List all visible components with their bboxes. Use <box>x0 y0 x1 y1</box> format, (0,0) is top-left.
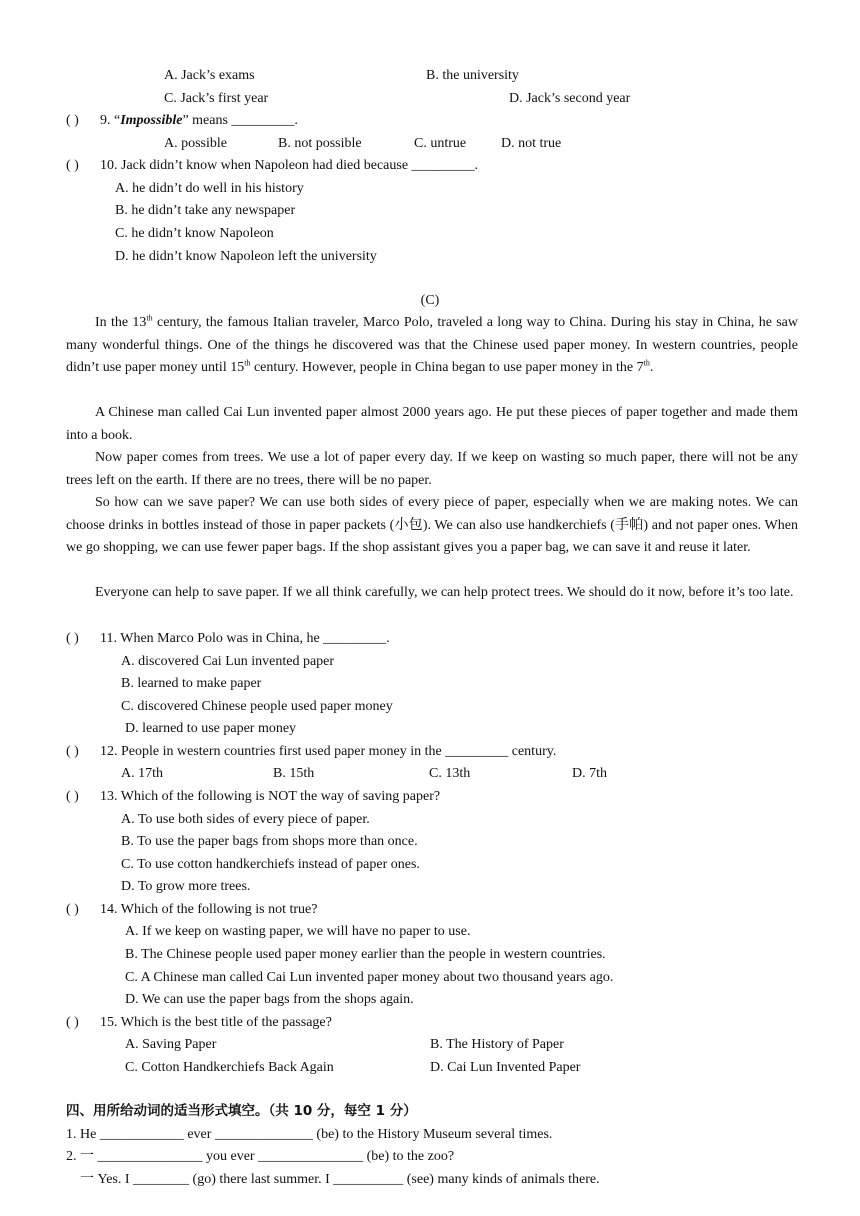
q9-suffix: ” means _________. <box>182 113 298 128</box>
q9-option-b: B. not possible <box>278 136 362 151</box>
q10-text: 10. Jack didn’t know when Napoleon had died because _________. <box>100 158 479 173</box>
q15-option-c: C. Cotton Handkerchiefs Back Again <box>125 1060 334 1075</box>
q9-prefix: 9. “ <box>100 113 121 128</box>
section-c-label: (C) <box>420 293 440 308</box>
q12-option-a: A. 17th <box>121 766 163 781</box>
passage-paragraph-3: Now paper comes from trees. We use a lot of paper every day. If we keep on wasting so much paper, there will not be any trees left on the earth. If there are no trees, there will be no paper. <box>66 450 798 488</box>
q8-option-c: C. Jack’s first year <box>164 91 269 106</box>
q14-option-b: B. The Chinese people used paper money earlier than the people in western countries. <box>125 947 606 962</box>
q14-option-c: C. A Chinese man called Cai Lun invented paper money about two thousand years ago. <box>125 970 614 985</box>
q11-option-c: C. discovered Chinese people used paper money <box>121 699 393 714</box>
q12-text: 12. People in western countries first used paper money in the _________ century. <box>100 744 557 759</box>
q13-option-d: D. To grow more trees. <box>121 879 251 894</box>
section-4-item-2: 2. 一 _______________ you ever _______________ (be) to the zoo? <box>66 1149 455 1164</box>
section-4-heading: 四、用所给动词的适当形式填空。（共 10 分，每空 1 分） <box>66 1103 417 1119</box>
q11-text: 11. When Marco Polo was in China, he _________. <box>100 631 390 646</box>
q10-option-d: D. he didn’t know Napoleon left the university <box>115 249 377 264</box>
answer-blank[interactable]: ( ) <box>66 631 79 646</box>
q12-option-d: D. 7th <box>572 766 607 781</box>
q12-option-b: B. 15th <box>273 766 315 781</box>
q8-option-a: A. Jack’s exams <box>164 68 255 83</box>
q10-option-a: A. he didn’t do well in his history <box>115 181 304 196</box>
answer-blank[interactable]: ( ) <box>66 158 79 173</box>
q13-question <box>66 788 440 806</box>
q14-option-a: A. If we keep on wasting paper, we will have no paper to use. <box>125 924 471 939</box>
passage-paragraph-4: So how can we save paper? We can use both sides of every piece of paper, especially when we are making notes. We can choose drinks in bottles instead of those in paper packets (小包). We can also use handkerchiefs (手帕) and not paper ones. When we go shopping, we can use fewer paper bags. If the shop assistant gives you a paper bag, we can save it and reuse it later. <box>66 495 798 555</box>
answer-blank[interactable]: ( ) <box>66 902 79 917</box>
passage-paragraph-2: A Chinese man called Cai Lun invented paper almost 2000 years ago. He put these pieces of paper together and made them into a book. <box>66 405 798 443</box>
q13-text: 13. Which of the following is NOT the way of saving paper? <box>100 789 441 804</box>
q9-keyword: Impossible <box>120 113 183 128</box>
passage-paragraph-1: In the 13th century, the famous Italian traveler, Marco Polo, traveled a long way to China. During his stay in China, he saw many wonderful things. One of the things he discovered was that the Chinese used paper money. In western countries, people didn’t use paper money until 15th century. However, people in China began to use paper money in the 7th. <box>66 313 799 375</box>
section-4-item-1: 1. He ____________ ever ______________ (be) to the History Museum several times. <box>66 1127 553 1142</box>
q12-option-c: C. 13th <box>429 766 471 781</box>
q11-option-d: D. learned to use paper money <box>125 721 297 736</box>
q9-option-d: D. not true <box>501 136 562 151</box>
q9-option-c: C. untrue <box>414 136 467 151</box>
passage-paragraph-5: Everyone can help to save paper. If we all think carefully, we can help protect trees. We should do it now, before it’s too late. <box>95 585 794 600</box>
q9-question <box>66 112 298 130</box>
q8-option-d: D. Jack’s second year <box>509 91 631 106</box>
q13-option-c: C. To use cotton handkerchiefs instead of paper ones. <box>121 857 420 872</box>
q10-option-b: B. he didn’t take any newspaper <box>115 203 296 218</box>
q14-option-d: D. We can use the paper bags from the shops again. <box>125 992 414 1007</box>
answer-blank[interactable]: ( ) <box>66 744 79 759</box>
q10-question <box>66 157 478 175</box>
q10-option-c: C. he didn’t know Napoleon <box>115 226 274 241</box>
q11-question <box>66 630 390 648</box>
q14-question <box>66 901 317 919</box>
q9-option-a: A. possible <box>164 136 227 151</box>
q15-option-b: B. The History of Paper <box>430 1037 564 1052</box>
answer-blank[interactable]: ( ) <box>66 1015 79 1030</box>
q13-option-b: B. To use the paper bags from shops more than once. <box>121 834 418 849</box>
q13-option-a: A. To use both sides of every piece of paper. <box>121 812 370 827</box>
answer-blank[interactable]: ( ) <box>66 789 79 804</box>
section-4-item-2-reply: 一 Yes. I ________ (go) there last summer. I __________ (see) many kinds of animals there. <box>80 1172 600 1187</box>
q15-option-a: A. Saving Paper <box>125 1037 217 1052</box>
q14-text: 14. Which of the following is not true? <box>100 902 318 917</box>
answer-blank[interactable]: ( ) <box>66 113 79 128</box>
q11-option-a: A. discovered Cai Lun invented paper <box>121 654 335 669</box>
q11-option-b: B. learned to make paper <box>121 676 262 691</box>
q8-option-b: B. the university <box>426 68 519 83</box>
q15-text: 15. Which is the best title of the passage? <box>100 1015 332 1030</box>
q15-option-d: D. Cai Lun Invented Paper <box>430 1060 581 1075</box>
q15-question <box>66 1014 332 1032</box>
q12-question <box>66 743 556 761</box>
